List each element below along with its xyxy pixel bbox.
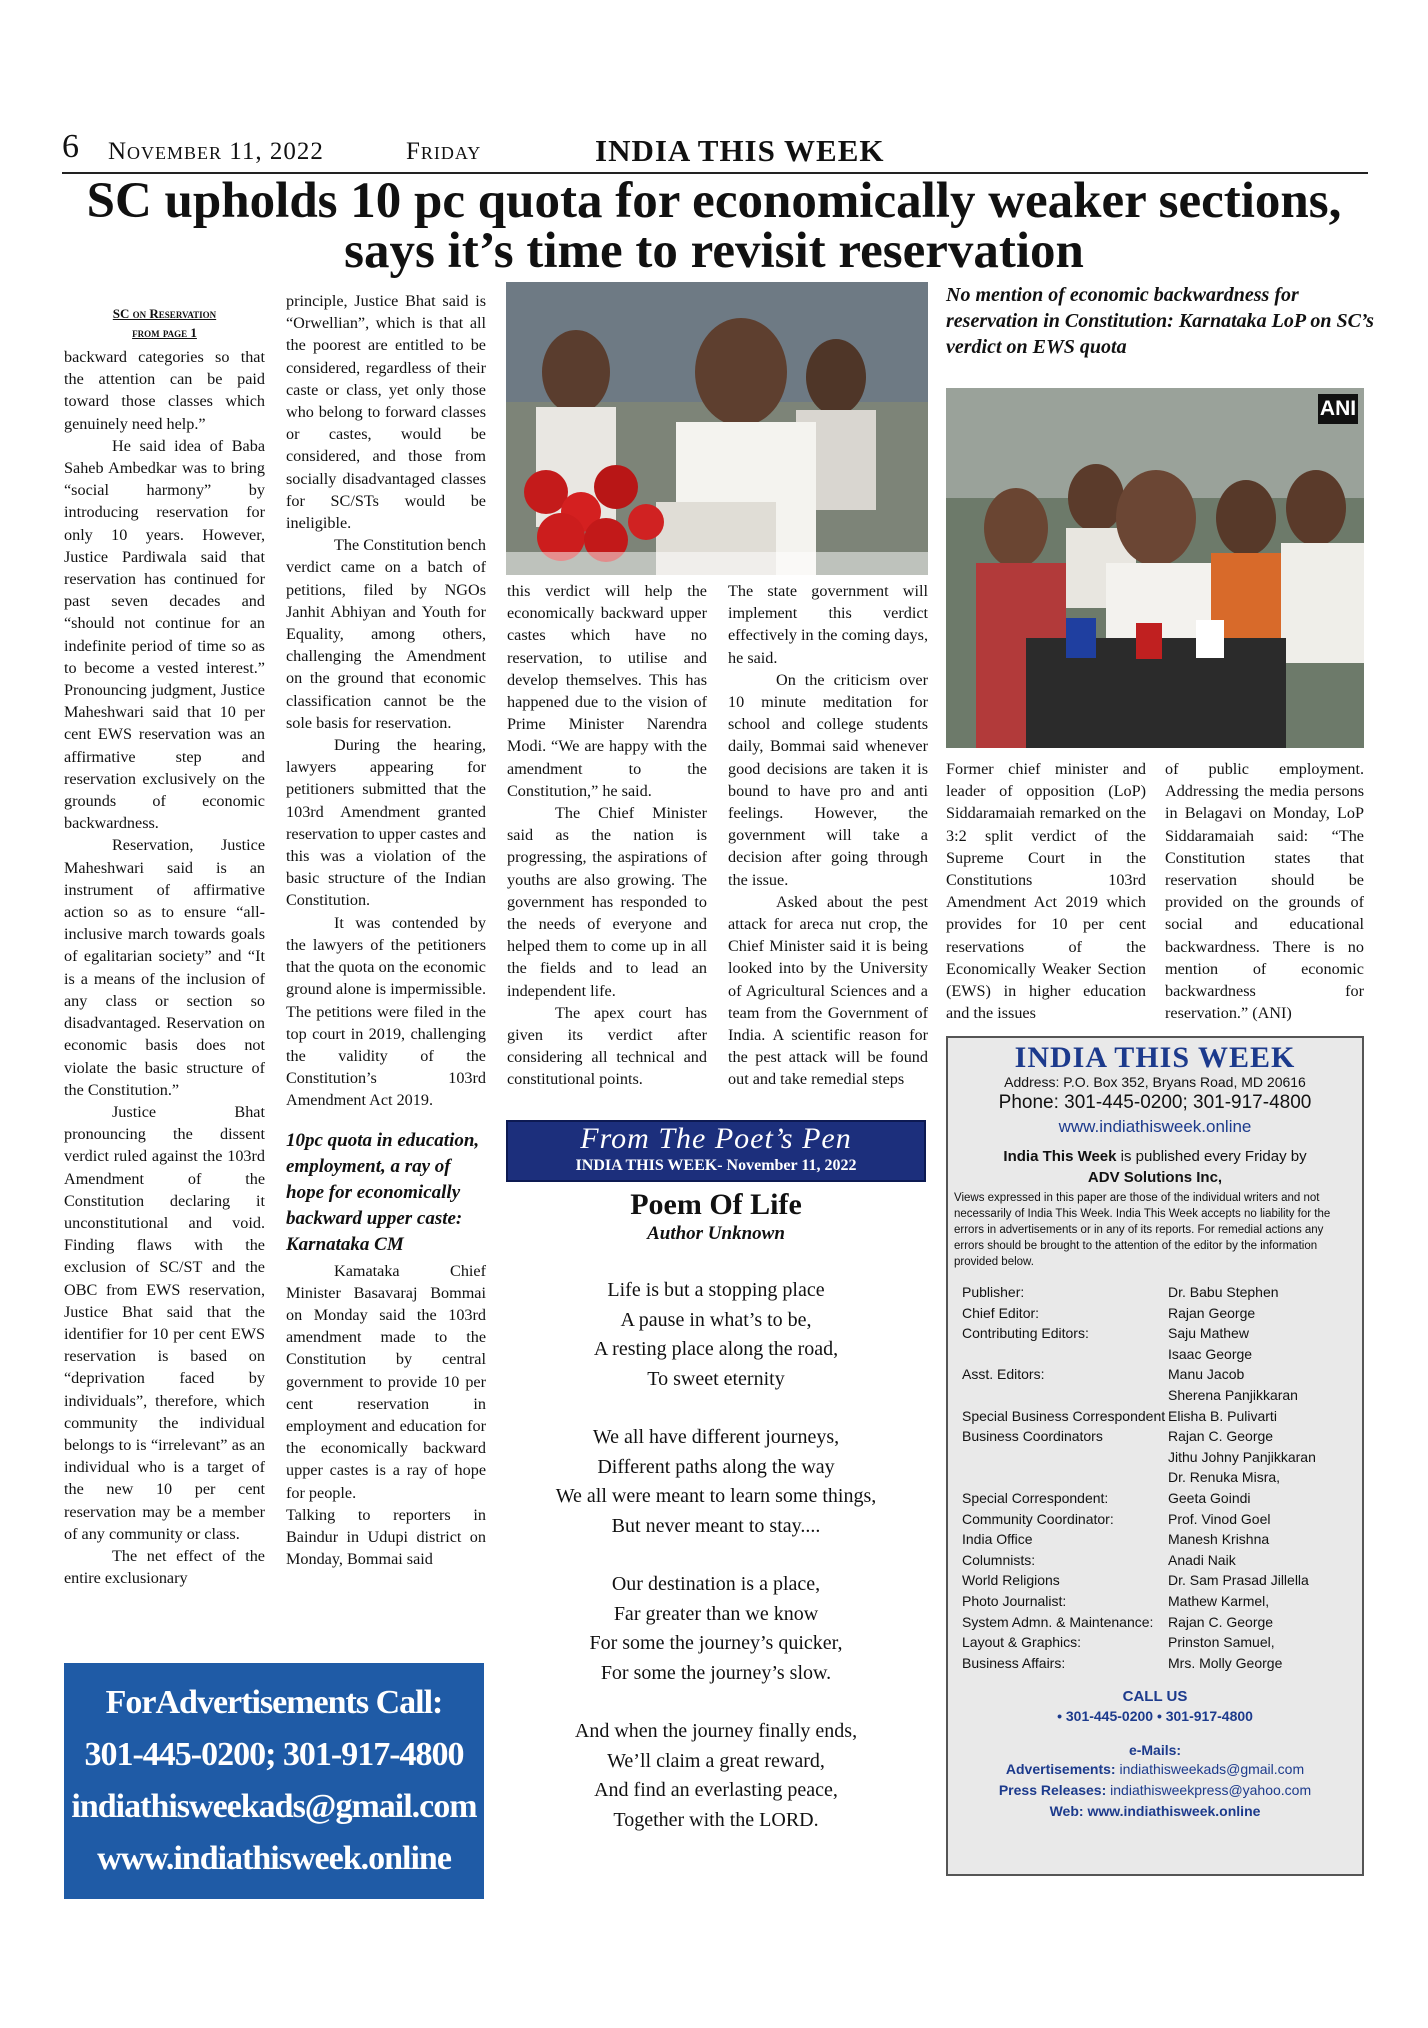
poem-line: For some the journey’s slow. — [600, 1661, 832, 1684]
poem-stanza — [506, 1717, 926, 1835]
staff-row — [948, 1509, 1362, 1530]
staff-name: Elisha B. Pulivarti — [1168, 1407, 1277, 1424]
staff-role: Special Business Correspondent — [962, 1407, 1166, 1424]
paragraph: principle, Justice Bhat said is “Orwellian”, which is that all the poorest are entitled to be considered, regardless of their caste or class, yet only those who belong to forward classes or castes, would be considered, and those from socially disadvantaged classes for SC/STs would be ineligible. — [286, 292, 486, 533]
ani-badge: ANI — [1319, 397, 1357, 420]
poem-line: We all have different journeys, — [592, 1426, 840, 1448]
staff-name: Anadi Naik — [1168, 1551, 1236, 1568]
staff-row — [948, 1303, 1362, 1324]
paragraph: backward categories so that the attention can be paid toward those classes which genuinely need help.” — [64, 348, 265, 433]
advertisement-box — [64, 1663, 484, 1899]
paragraph: Reservation, Justice Maheshwari said is an instrument of affirmative action so as to ensure “all-inclusive march towards goals of egalitarian society” and “It is a means of the inclusion of any class or section so disadvantaged. Reservation on economic basis does not violate the basic structure of the Constitution.” — [64, 836, 265, 1099]
paragraph: this verdict will help the economically backward upper castes which have no reservation, to utilise and develop themselves. This has happened due to the vision of Prime Minister Narendra Modi. “We are happy with the amendment to the Constitution,” he said. — [507, 582, 707, 800]
banner-title: From The Poet’s Pen — [580, 1122, 852, 1155]
ads-email-line — [948, 1759, 1362, 1780]
ad-phone: 301-445-0200; 301-917-4800 — [84, 1736, 464, 1773]
staff-role: Community Coordinator: — [962, 1510, 1114, 1527]
poem-line: Different paths along the way — [597, 1455, 835, 1478]
web-line[interactable]: Web: www.indiathisweek.online — [1049, 1803, 1261, 1820]
kicker-from-page: from page 1 — [132, 325, 197, 340]
headline-line-2: says it’s time to revisit reservation — [344, 223, 1084, 279]
staff-name: Dr. Babu Stephen — [1168, 1284, 1279, 1300]
press-email-label: Press Releases: — [998, 1782, 1107, 1799]
staff-row — [948, 1364, 1362, 1385]
staff-row — [948, 1550, 1362, 1571]
press-email-line — [948, 1780, 1362, 1801]
info-title: INDIA THIS WEEK — [1014, 1041, 1296, 1074]
paragraph: The Constitution bench verdict came on a batch of petitions, filed by NGOs Janhit Abhiyan and Youth for Equality, among others, challenging the Amendment on the ground that economic classification cannot be the sole basis for reservation. — [286, 536, 486, 732]
poem-line: For some the journey’s quicker, — [589, 1632, 843, 1654]
staff-role — [962, 1385, 1168, 1406]
article-column-1 — [64, 304, 265, 1589]
staff-row — [948, 1426, 1362, 1447]
staff-role: India Office — [962, 1531, 1033, 1548]
ad-website[interactable]: www.indiathisweek.online — [97, 1840, 451, 1877]
poem-line: Together with the LORD. — [613, 1808, 819, 1831]
staff-role: World Religions — [962, 1572, 1060, 1589]
ad-line-1: ForAdvertisements Call: — [105, 1684, 443, 1721]
staff-name: Manu Jacob — [1168, 1366, 1245, 1383]
article-column-3 — [507, 580, 707, 1091]
paragraph: He said idea of Baba Saheb Ambedkar was to bring “social harmony” by introducing reservation for only 10 years. However, Justice Pardiwala said that reservation has continued for past seven decades and “should not continue for an indefinite period of time so as to become a vested interest.” Pronouncing judgment, Justice Maheshwari said that 10 per cent EWS reservation was an affirmative step and reservation exclusively on the grounds of economic backwardness. — [64, 436, 265, 833]
staff-role: Business Coordinators — [962, 1428, 1103, 1445]
poem-line: Our destination is a place, — [611, 1573, 821, 1595]
staff-row — [948, 1406, 1362, 1427]
poem-line: We all were meant to learn some things, — [555, 1485, 877, 1507]
staff-role: Contributing Editors: — [962, 1325, 1089, 1342]
staff-name: Rajan C. George — [1168, 1613, 1274, 1630]
staff-name: Prof. Vinod Goel — [1168, 1510, 1271, 1527]
main-headline — [40, 173, 1388, 279]
staff-row — [948, 1570, 1362, 1591]
continued-kicker — [64, 304, 265, 342]
staff-role: Business Affairs: — [962, 1654, 1066, 1671]
paragraph: During the hearing, lawyers appearing for petitioners submitted that the 103rd Amendment granted reservation to upper castes and this was a violation of the basic structure of the Indian Constitution. — [286, 736, 486, 910]
paper-name: INDIA THIS WEEK — [595, 133, 885, 168]
paragraph: of public employment. Addressing the media persons in Belagavi on Monday, LoP Siddaramaiah said: “The Constitution states that reservation should be provided on the grounds of social and educational backwardness. There is no mention of economic backwardness for reservation.” (ANI) — [1165, 760, 1364, 1023]
staff-row — [948, 1344, 1362, 1365]
staff-name: Rajan George — [1168, 1304, 1256, 1321]
paragraph: The state government will implement this verdict effectively in the coming days, he said. — [728, 582, 928, 667]
ads-email[interactable]: indiathisweekads@gmail.com — [1115, 1761, 1305, 1778]
paragraph: On the criticism over 10 minute meditation for school and college students daily, Bommai said whenever good decisions are taken it is bound to have pro and anti feelings. However, the government will take a decision after going through the issue. — [728, 670, 928, 889]
issue-day: Friday — [406, 138, 482, 165]
page-number: 6 — [62, 128, 79, 165]
staff-role: Columnists: — [962, 1551, 1036, 1568]
staff-name: Rajan C. George — [1168, 1428, 1274, 1445]
poem-stanza — [506, 1570, 926, 1688]
info-address: Address: P.O. Box 352, Bryans Road, MD 20616 — [1004, 1074, 1306, 1090]
poem-stanza — [506, 1423, 926, 1541]
staff-row — [948, 1612, 1362, 1633]
poem-line: A pause in what’s to be, — [620, 1308, 812, 1331]
published-text: is published every Friday by — [1116, 1148, 1307, 1165]
issue-date: November 11, 2022 — [108, 138, 324, 165]
staff-row — [948, 1467, 1362, 1488]
staff-role: Photo Journalist: — [962, 1592, 1067, 1609]
poem-line: And find an everlasting peace, — [594, 1779, 838, 1801]
karnataka-cm-photo — [506, 282, 928, 575]
poem-line: A resting place along the road, — [593, 1338, 839, 1360]
headline-line-1: SC upholds 10 pc quota for economically weaker sections, — [86, 173, 1342, 229]
emails-label: e-Mails: — [1128, 1742, 1182, 1759]
paragraph: The Chief Minister said as the nation is progressing, the aspirations of youths are also growing. The government has responded to the needs of everyone and helped them to come up in all the fields and to lead an independent life. — [507, 804, 707, 1000]
staff-role — [962, 1447, 1168, 1468]
staff-row — [948, 1323, 1362, 1344]
photo-illustration — [506, 282, 928, 575]
paragraph: It was contended by the lawyers of the petitioners that the quota on the economic ground alone is impermissible. The petitions were filed in the top court in 2019, challenging the validity of the Constitution’s 103rd Amendment Act 2019. — [286, 913, 486, 1110]
poem-line: Life is but a stopping place — [607, 1279, 825, 1301]
staff-role — [962, 1344, 1168, 1365]
staff-row — [948, 1385, 1362, 1406]
banner-subtitle: INDIA THIS WEEK- November 11, 2022 — [575, 1157, 857, 1174]
paragraph: Justice Bhat pronouncing the dissent verdict ruled against the 103rd Amendment of the Constitution declaring it unconstitutional and void. Finding flaws with the exclusion of SC/ST and the OBC from EWS reservation, Justice Bhat said that the identifier for 10 per cent EWS reservation is based on “deprivation faced by individuals”, therefore, which community the individual belongs to is “irrelevant” as an individual who is a target of the new 10 per cent reservation may be a member of any community or class. — [64, 1102, 265, 1543]
staff-row — [948, 1282, 1362, 1303]
staff-name: Dr. Sam Prasad Jillella — [1168, 1572, 1309, 1589]
staff-role: Special Correspondent: — [962, 1489, 1109, 1506]
staff-name: Dr. Renuka Misra, — [1168, 1469, 1281, 1486]
staff-row — [948, 1488, 1362, 1509]
staff-name: Sherena Panjikkaran — [1168, 1386, 1298, 1403]
staff-role: Layout & Graphics: — [962, 1634, 1082, 1651]
article-column-4 — [728, 580, 928, 1091]
poem-title: Poem Of Life — [630, 1188, 802, 1221]
staff-role: Publisher: — [962, 1284, 1025, 1300]
disclaimer-text: Views expressed in this paper are those of the individual writers and not necessarily of India This Week. India This Week accepts no liability for the errors in advertisements or in any of its reports. For remedial actions any errors should be brought to the attention of the editor by the information provided below. — [954, 1192, 1331, 1268]
staff-role: Chief Editor: — [962, 1304, 1040, 1321]
published-line — [948, 1146, 1362, 1168]
poem-author: Author Unknown — [647, 1223, 785, 1244]
staff-name: Geeta Goindi — [1168, 1489, 1251, 1506]
poem-line: We’ll claim a great reward, — [607, 1749, 825, 1772]
siddaramaiah-photo — [946, 388, 1364, 748]
press-email[interactable]: indiathisweekpress@yahoo.com — [1106, 1782, 1312, 1799]
staff-list — [948, 1282, 1362, 1673]
poem-line: Far greater than we know — [613, 1602, 819, 1625]
staff-row — [948, 1529, 1362, 1550]
staff-row — [948, 1447, 1362, 1468]
staff-name: Prinston Samuel, — [1168, 1634, 1275, 1651]
staff-row — [948, 1653, 1362, 1674]
poem-stanza — [506, 1276, 926, 1394]
ads-email-label: Advertisements: — [1005, 1761, 1116, 1778]
masthead-info-box — [946, 1036, 1364, 1876]
staff-name: Jithu Johny Panjikkaran — [1168, 1448, 1316, 1465]
poem-body — [506, 1276, 926, 1835]
staff-row — [948, 1591, 1362, 1612]
paragraph: Talking to reporters in Baindur in Udupi district on Monday, Bommai said — [286, 1505, 486, 1569]
paragraph: Former chief minister and leader of opposition (LoP) Siddaramaiah remarked on the 3:2 split verdict of the Supreme Court in the Constitutions 103rd Amendment Act 2019 which provides for 10 per cent reservations of the Economically Weaker Section (EWS) in higher education and the issues — [946, 760, 1146, 1023]
call-us-label: CALL US — [1122, 1688, 1188, 1706]
paragraph: Asked about the pest attack for areca nut crop, the Chief Minister said it is being looked into by the University of Agricultural Sciences and a team from the Government of India. A scientific reason for the pest attack will be found out and take remedial steps — [728, 892, 928, 1089]
staff-name: Manesh Krishna — [1168, 1531, 1270, 1548]
poem-line: But never meant to stay.... — [611, 1514, 821, 1537]
lop-story-column-1 — [946, 758, 1146, 1024]
staff-name: Mrs. Molly George — [1168, 1654, 1283, 1671]
publisher-company: ADV Solutions Inc, — [1087, 1169, 1223, 1186]
poem-line: And when the journey finally ends, — [574, 1720, 858, 1742]
lop-story-headline: No mention of economic backwardness for reservation in Constitution: Karnataka LoP on SC’s verdict on EWS quota — [946, 284, 1374, 358]
info-website[interactable]: www.indiathisweek.online — [1058, 1117, 1252, 1136]
photo-illustration — [946, 388, 1364, 748]
call-us-numbers: • 301-445-0200 • 301-917-4800 — [1057, 1708, 1253, 1725]
published-paper-name: India This Week — [1003, 1148, 1117, 1165]
paragraph: The net effect of the entire exclusionary — [64, 1546, 265, 1588]
subheadline: 10pc quota in education, employment, a ray of hope for economically backward upper caste: Karnataka CM — [286, 1129, 480, 1255]
staff-role: Asst. Editors: — [962, 1366, 1045, 1383]
staff-role — [962, 1467, 1168, 1488]
poem-line: To sweet eternity — [647, 1367, 785, 1390]
staff-name: Mathew Karmel, — [1168, 1592, 1270, 1609]
paragraph: The apex court has given its verdict after considering all technical and constitutional points. — [507, 1003, 707, 1089]
kicker-title: SC on Reservation — [112, 306, 217, 321]
article-column-2 — [286, 290, 486, 1570]
paragraph: Kamataka Chief Minister Basavaraj Bommai on Monday said the 103rd amendment made to the Constitution by central government to provide 10 per cent reservation in employment and education for the economically backward upper castes is a ray of hope for people. — [286, 1261, 486, 1502]
lop-story-column-2 — [1165, 758, 1364, 1024]
staff-role: System Admn. & Maintenance: — [962, 1613, 1154, 1630]
poet-pen-banner — [506, 1120, 926, 1182]
ad-email[interactable]: indiathisweekads@gmail.com — [71, 1788, 477, 1825]
info-phone: Phone: 301-445-0200; 301-917-4800 — [998, 1092, 1312, 1113]
staff-row — [948, 1632, 1362, 1653]
staff-name: Saju Mathew — [1168, 1325, 1249, 1342]
staff-name: Isaac George — [1168, 1345, 1253, 1362]
